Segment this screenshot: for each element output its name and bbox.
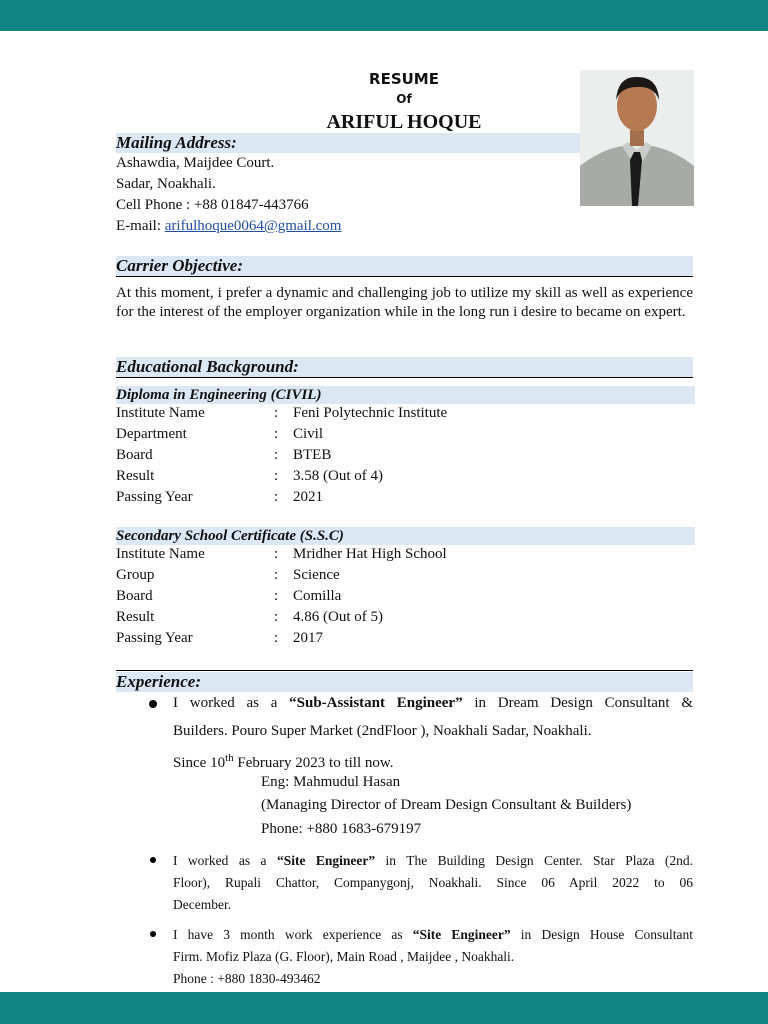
experience-top-rule bbox=[116, 670, 693, 671]
row-colon: : bbox=[274, 447, 279, 463]
row-colon: : bbox=[274, 468, 279, 484]
job1-role: “Sub-Assistant Engineer” bbox=[289, 695, 463, 711]
row-value: BTEB bbox=[293, 447, 332, 463]
row-colon: : bbox=[274, 588, 279, 604]
top-color-band bbox=[0, 0, 768, 31]
job3-line2: Firm. Mofiz Plaza (G. Floor), Main Road , Maijdee , Noakhali. bbox=[173, 949, 515, 964]
job1-pre: I worked as a bbox=[173, 695, 290, 711]
row-value: 4.86 (Out of 5) bbox=[293, 609, 383, 625]
email-link[interactable]: arifulhoque0064@gmail.com bbox=[164, 218, 342, 234]
row-label: Result bbox=[116, 609, 155, 625]
row-label: Board bbox=[116, 588, 153, 604]
address-line-1: Ashawdia, Maijdee Court. bbox=[116, 155, 275, 171]
job2-post: in The Building Design Center. Star Plaza (2nd. bbox=[375, 853, 693, 868]
email-line bbox=[116, 216, 341, 237]
job1-line1 bbox=[173, 692, 693, 715]
job3-post: in Design House Consultant bbox=[510, 927, 694, 942]
job3-role: “Site Engineer” bbox=[412, 927, 511, 942]
job2-pre: I worked as a bbox=[173, 853, 277, 868]
diploma-heading: Diploma in Engineering (CIVIL) bbox=[116, 386, 695, 404]
row-value: 2017 bbox=[293, 630, 323, 646]
job3-line1 bbox=[173, 924, 693, 946]
diploma-row bbox=[116, 403, 693, 424]
resume-title: RESUME bbox=[369, 70, 439, 88]
job3-line3: Phone : +880 1830-493462 bbox=[173, 971, 321, 986]
bullet-icon bbox=[150, 931, 156, 937]
row-label: Result bbox=[116, 468, 155, 484]
education-heading: Educational Background: bbox=[116, 357, 693, 378]
job3-pre: I have 3 month work experience as bbox=[173, 927, 413, 942]
diploma-row bbox=[116, 487, 693, 508]
ssc-row bbox=[116, 565, 693, 586]
job1-since-sup: th bbox=[225, 752, 234, 764]
row-colon: : bbox=[274, 630, 279, 646]
row-value: Feni Polytechnic Institute bbox=[293, 405, 448, 421]
row-colon: : bbox=[274, 546, 279, 562]
job2-line2: Floor), Rupali Chattor, Companygonj, Noakhali. Since 06 April 2022 to 06 bbox=[173, 875, 693, 890]
row-label: Department bbox=[116, 426, 187, 442]
diploma-row bbox=[116, 445, 693, 466]
mailing-address-heading: Mailing Address: bbox=[116, 133, 580, 153]
ssc-heading: Secondary School Certificate (S.S.C) bbox=[116, 527, 695, 545]
row-label: Group bbox=[116, 567, 155, 583]
experience-heading: Experience: bbox=[116, 672, 693, 692]
row-label: Passing Year bbox=[116, 630, 193, 646]
row-colon: : bbox=[274, 426, 279, 442]
row-label: Board bbox=[116, 447, 153, 463]
address-line-2: Sadar, Noakhali. bbox=[116, 176, 216, 192]
ssc-row bbox=[116, 586, 693, 607]
row-value: 2021 bbox=[293, 489, 323, 505]
ssc-row bbox=[116, 544, 693, 565]
ssc-row bbox=[116, 628, 693, 649]
row-label: Institute Name bbox=[116, 405, 205, 421]
job1-since bbox=[173, 747, 693, 775]
row-colon: : bbox=[274, 405, 279, 421]
objective-heading: Carrier Objective: bbox=[116, 256, 693, 277]
diploma-row bbox=[116, 424, 693, 445]
diploma-row bbox=[116, 466, 693, 487]
ssc-row bbox=[116, 607, 693, 628]
resume-of: Of bbox=[396, 92, 412, 106]
cell-phone: Cell Phone : +88 01847-443766 bbox=[116, 197, 309, 213]
job1-ref-phone: Phone: +880 1683-679197 bbox=[261, 821, 422, 837]
row-value: Comilla bbox=[293, 588, 342, 604]
job1-ref-title: (Managing Director of Dream Design Consultant & Builders) bbox=[261, 797, 632, 813]
job2-line3: December. bbox=[173, 897, 232, 912]
row-value: Civil bbox=[293, 426, 324, 442]
row-colon: : bbox=[274, 567, 279, 583]
job2-line1 bbox=[173, 850, 693, 872]
email-label: E-mail: bbox=[116, 218, 165, 234]
row-colon: : bbox=[274, 489, 279, 505]
bottom-color-band bbox=[0, 992, 768, 1024]
job2-role: “Site Engineer” bbox=[276, 853, 376, 868]
job1-line2: Builders. Pouro Super Market (2ndFloor ), Noakhali Sadar, Noakhali. bbox=[173, 723, 592, 739]
bullet-icon bbox=[150, 857, 156, 863]
job1-ref-name: Eng: Mahmudul Hasan bbox=[261, 774, 401, 790]
row-colon: : bbox=[274, 609, 279, 625]
row-value: 3.58 (Out of 4) bbox=[293, 468, 383, 484]
profile-photo bbox=[580, 70, 694, 206]
objective-text: At this moment, i prefer a dynamic and challenging job to utilize my skill as well as experience for the interest of the employer organization while in the long run i desire to became on expert. bbox=[116, 285, 693, 320]
row-label: Institute Name bbox=[116, 546, 205, 562]
job1-post: in Dream Design Consultant & bbox=[462, 695, 693, 711]
job1-since-pre: Since 10 bbox=[173, 755, 226, 771]
row-value: Science bbox=[293, 567, 340, 583]
profile-photo-illustration bbox=[580, 70, 694, 206]
bullet-icon bbox=[149, 700, 157, 708]
row-label: Passing Year bbox=[116, 489, 193, 505]
candidate-name: ARIFUL HOQUE bbox=[326, 111, 482, 133]
row-value: Mridher Hat High School bbox=[293, 546, 447, 562]
job1-since-post: February 2023 to till now. bbox=[233, 755, 394, 771]
